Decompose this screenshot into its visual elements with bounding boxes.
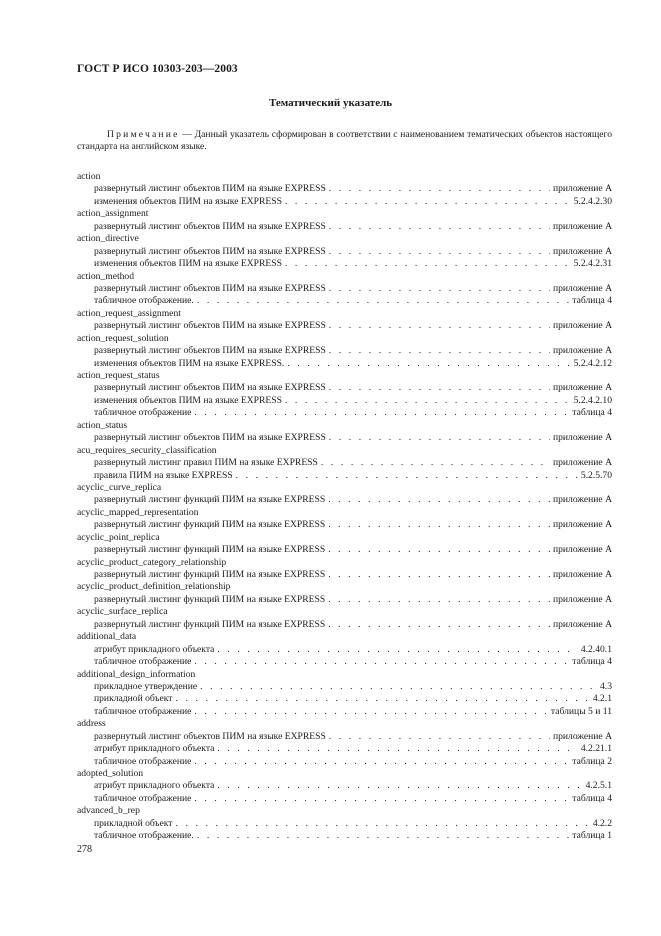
index-entry-reference: таблица 2 xyxy=(572,755,612,767)
dot-leader xyxy=(328,519,550,531)
dot-leader xyxy=(321,457,550,469)
dot-leader xyxy=(197,295,569,307)
dot-leader xyxy=(328,594,550,606)
index-entry xyxy=(77,619,612,631)
index-entry xyxy=(77,196,612,208)
dot-leader xyxy=(176,693,590,705)
index-entry xyxy=(77,731,612,743)
index-term: acyclic_mapped_representation xyxy=(77,506,199,518)
index-entry xyxy=(77,793,612,805)
index-entry-label: прикладной объект xyxy=(94,817,173,829)
index-entry-reference: приложение A xyxy=(552,519,612,531)
index-entry xyxy=(77,358,612,370)
index-entry-label: правила ПИМ на языке EXPRESS xyxy=(94,469,233,481)
index-entry-reference: таблица 4 xyxy=(572,656,612,668)
note-paragraph xyxy=(77,129,612,154)
index-entry-label: развернутый листинг объектов ПИМ на языке EXPRESS xyxy=(94,245,326,257)
dot-leader xyxy=(329,283,550,295)
index-entry xyxy=(77,656,612,668)
index-entry-reference: 4.2.1 xyxy=(592,693,612,705)
index-entry-reference: приложение A xyxy=(552,183,612,195)
index-entry-label: изменения объектов ПИМ на языке EXPRESS xyxy=(94,195,282,207)
index-entry xyxy=(77,382,612,394)
dot-leader xyxy=(329,221,550,233)
index-entry-label: развернутый листинг функций ПИМ на языке EXPRESS xyxy=(94,519,326,531)
note-text: — Данный указатель сформирован в соответствии с наименованием тематических объектов настоящего стандарта на английском языке. xyxy=(77,129,612,153)
index-entry-reference: приложение A xyxy=(552,494,612,506)
dot-leader xyxy=(287,358,570,370)
index-entry xyxy=(77,830,612,842)
index-term: action_directive xyxy=(77,233,139,245)
dot-leader xyxy=(329,183,550,195)
dot-leader xyxy=(329,731,550,743)
index-entry xyxy=(77,470,612,482)
index-entry xyxy=(77,183,612,195)
index-entry xyxy=(77,681,612,693)
index-entry-reference: приложение A xyxy=(552,593,612,605)
dot-leader xyxy=(329,345,550,357)
index-term: acyclic_curve_replica xyxy=(77,481,162,493)
dot-leader xyxy=(217,780,582,792)
index-term: acu_requires_security_classification xyxy=(77,444,217,456)
index-entry-reference: приложение A xyxy=(552,544,612,556)
dot-leader xyxy=(285,258,571,270)
dot-leader xyxy=(285,395,571,407)
index-entry-label: развернутый листинг функций ПИМ на языке EXPRESS xyxy=(94,593,326,605)
index-entry-label: развернутый листинг функций ПИМ на языке EXPRESS xyxy=(94,618,326,630)
dot-leader xyxy=(194,756,569,768)
dot-leader xyxy=(176,818,590,830)
index-entry xyxy=(77,756,612,768)
index-term: advanced_b_rep xyxy=(77,805,140,817)
index-entry-label: развернутый листинг объектов ПИМ на языке EXPRESS xyxy=(94,730,326,742)
note-lead: Примечание xyxy=(107,129,180,140)
index-term: action xyxy=(77,171,101,182)
index-term: acyclic_point_replica xyxy=(77,531,160,543)
index-entry xyxy=(77,345,612,357)
index-entry xyxy=(77,320,612,332)
index-entry xyxy=(77,432,612,444)
index-entry-label: изменения объектов ПИМ на языке EXPRESS xyxy=(94,258,282,270)
index-term: address xyxy=(77,718,106,730)
dot-leader xyxy=(217,644,577,656)
dot-leader xyxy=(236,470,578,482)
index-entry-reference: таблица 1 xyxy=(572,830,612,842)
index-entry-reference: таблицы 5 и 11 xyxy=(550,705,612,717)
index-entry xyxy=(77,818,612,830)
index-term: action_request_status xyxy=(77,370,160,381)
index-entry-label: развернутый листинг объектов ПИМ на языке EXPRESS xyxy=(94,320,326,332)
index-term: action_request_solution xyxy=(77,332,169,344)
index-entry xyxy=(77,407,612,419)
index-entry-reference: 5.2.4.2.31 xyxy=(573,258,612,270)
dot-leader xyxy=(194,706,548,718)
dot-leader xyxy=(329,382,550,394)
index-entry xyxy=(77,693,612,705)
index-entry xyxy=(77,295,612,307)
index-entry-label: табличное отображение xyxy=(94,407,192,419)
dot-leader xyxy=(328,569,550,581)
index-entry-label: атрибут прикладного объекта xyxy=(94,743,215,755)
index-entry-label: табличное отображение. xyxy=(94,295,194,307)
index-entry-label: развернутый листинг функций ПИМ на языке EXPRESS xyxy=(94,494,326,506)
index-entry-reference: приложение A xyxy=(552,618,612,630)
index-entry-label: развернутый листинг объектов ПИМ на языке EXPRESS xyxy=(94,183,326,195)
index-entry xyxy=(77,494,612,506)
index-entry xyxy=(77,544,612,556)
dot-leader xyxy=(217,743,577,755)
index-entry-reference: приложение A xyxy=(552,282,612,294)
index-entry-label: изменения объектов ПИМ на языке EXPRESS xyxy=(94,394,282,406)
index-entry xyxy=(77,644,612,656)
index-entry xyxy=(77,221,612,233)
index-entry xyxy=(77,594,612,606)
dot-leader xyxy=(194,656,569,668)
index-entry-label: развернутый листинг объектов ПИМ на языке EXPRESS xyxy=(94,345,326,357)
index-term: action_assignment xyxy=(77,208,149,220)
index-entry xyxy=(77,246,612,258)
index-entry xyxy=(77,258,612,270)
dot-leader xyxy=(329,320,550,332)
index-entry xyxy=(77,569,612,581)
dot-leader xyxy=(194,793,569,805)
dot-leader xyxy=(328,619,550,631)
index-entry xyxy=(77,743,612,755)
index-entry-reference: приложение A xyxy=(552,382,612,394)
index-entry-label: табличное отображение xyxy=(94,705,192,717)
index-entry-reference: приложение A xyxy=(552,220,612,232)
index-term: additional_data xyxy=(77,631,137,643)
index-term: acyclic_product_category_relationship xyxy=(77,556,227,568)
page-number: 278 xyxy=(77,844,92,855)
index-entry xyxy=(77,457,612,469)
index-entry-reference: 4.2.40.1 xyxy=(580,643,612,655)
index-entry-reference: таблица 4 xyxy=(572,407,612,419)
index-entry-label: развернутый листинг объектов ПИМ на языке EXPRESS xyxy=(94,382,326,394)
index-entry xyxy=(77,283,612,295)
dot-leader xyxy=(194,407,569,419)
dot-leader xyxy=(328,494,550,506)
index-entry xyxy=(77,706,612,718)
index-term: action_status xyxy=(77,419,128,431)
index-entry-reference: приложение A xyxy=(552,345,612,357)
dot-leader xyxy=(328,544,550,556)
index-entry xyxy=(77,780,612,792)
index-entry-reference: 4.2.21.1 xyxy=(580,743,612,755)
page-title: Тематический указатель xyxy=(268,97,393,109)
index-entry-label: табличное отображение. xyxy=(94,830,194,842)
index-term: action_request_assignment xyxy=(77,307,181,319)
document-header: ГОСТ Р ИСО 10303-203—2003 xyxy=(77,63,238,75)
index-entry-label: развернутый листинг правил ПИМ на языке EXPRESS xyxy=(94,457,318,469)
index-entry xyxy=(77,395,612,407)
index-term: action_method xyxy=(77,270,135,282)
index-entry-label: прикладное утверждение xyxy=(94,680,198,692)
index-entry-reference: таблица 4 xyxy=(572,792,612,804)
index-entry-reference: приложение A xyxy=(552,457,612,469)
index-term: additional_design_information xyxy=(77,668,196,680)
dot-leader xyxy=(200,681,597,693)
index-entry-reference: 5.2.5.70 xyxy=(580,469,612,481)
index-entry-reference: приложение A xyxy=(552,730,612,742)
index-entry-label: табличное отображение xyxy=(94,656,192,668)
index-entry-label: изменения объектов ПИМ на языке EXPRESS. xyxy=(94,357,285,369)
index-entry-reference: приложение A xyxy=(552,320,612,332)
index-entry-label: табличное отображение xyxy=(94,792,192,804)
index-entry-label: развернутый листинг объектов ПИМ на языке EXPRESS xyxy=(94,220,326,232)
index-entry-label: атрибут прикладного объекта xyxy=(94,780,215,792)
index-entry-reference: 4.2.5.1 xyxy=(585,780,612,792)
subject-index xyxy=(77,171,612,843)
index-entry-label: развернутый листинг объектов ПИМ на языке EXPRESS xyxy=(94,432,326,444)
index-term: acyclic_surface_replica xyxy=(77,606,168,618)
index-entry-reference: приложение A xyxy=(552,432,612,444)
index-entry-label: прикладной объект xyxy=(94,693,173,705)
dot-leader xyxy=(285,196,571,208)
dot-leader xyxy=(197,830,569,842)
index-entry-reference: приложение A xyxy=(552,569,612,580)
dot-leader xyxy=(329,432,550,444)
index-entry-reference: 5.2.4.2.12 xyxy=(573,357,612,369)
index-entry-reference: 4.2.2 xyxy=(592,817,612,829)
index-entry-label: развернутый листинг объектов ПИМ на языке EXPRESS xyxy=(94,282,326,294)
index-entry-reference: 5.2.4.2.10 xyxy=(573,394,612,406)
index-entry-label: атрибут прикладного объекта xyxy=(94,643,215,655)
index-entry xyxy=(77,519,612,531)
index-term: adopted_solution xyxy=(77,768,144,779)
index-entry-label: развернутый листинг функций ПИМ на языке EXPRESS xyxy=(94,544,326,556)
dot-leader xyxy=(329,246,550,258)
index-term: acyclic_product_definition_relationship xyxy=(77,581,231,593)
index-entry-reference: приложение A xyxy=(552,245,612,257)
index-entry-label: развернутый листинг функций ПИМ на языке EXPRESS xyxy=(94,569,326,580)
index-entry-reference: таблица 4 xyxy=(572,295,612,307)
index-entry-reference: 4.3 xyxy=(600,680,612,692)
index-entry-reference: 5.2.4.2.30 xyxy=(573,195,612,207)
index-entry-label: табличное отображение xyxy=(94,755,192,767)
